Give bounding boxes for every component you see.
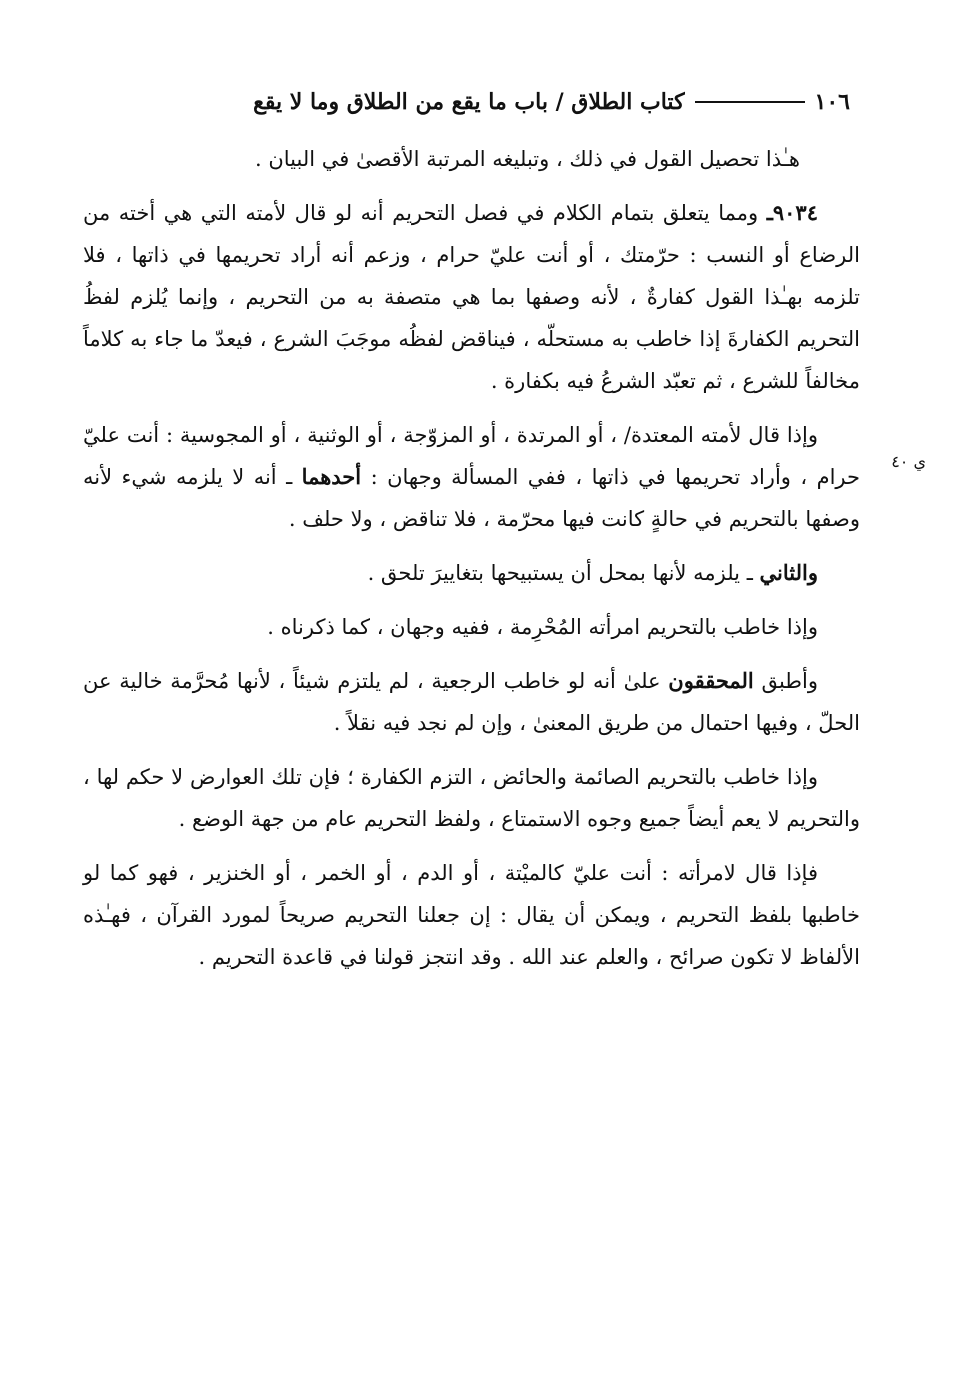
header-rule: [695, 101, 805, 103]
bold-term: المحققون: [668, 668, 754, 693]
page-number: ١٠٦: [814, 89, 850, 115]
margin-reference: ي ٤٠: [891, 452, 926, 471]
bold-term: أحدهما: [301, 464, 362, 489]
paragraph-text: ومما يتعلق بتمام الكلام في فصل التحريم أنه لو قال لأمته التي هي أخته من الرضاع أو النسب : حرّمتك ، أو أنت عليّ حرام ، وزعم أنه أراد تحريمها في ذاتها ، فلا تلزمه بهـٰذا القول كفارةٌ ، لأنه وصفها بما هي متصفة به من التحريم ، وإنما يُلزم لفظُ التحريم الكفارةَ إذا خاطب به مستحلّه ، فيناقض لفظُه موجَبَ الشرع ، فيعدّ ما جاء به كلاماً مخالفاً للشرع ، ثم تعبّد الشرعُ فيه بكفارة .: [83, 201, 860, 393]
paragraph: [83, 552, 860, 594]
paragraph: [83, 414, 860, 540]
paragraph-text: وإذا قال لأمته المعتدة/ ، أو المرتدة ، أو المزوّجة ، أو الوثنية ، أو المجوسية : أنت عليّ حرام ، وأراد تحريمها في ذاتها ، ففي المسألة وجهان :: [83, 423, 860, 489]
running-header: [80, 84, 850, 120]
paragraph: [83, 660, 860, 744]
paragraph-text: هـٰذا تحصيل القول في ذلك ، وتبليغه المرتبة الأقصىٰ في البيان .: [254, 147, 800, 171]
paragraph-text: وأطبق: [753, 669, 818, 693]
paragraph: [83, 756, 860, 840]
paragraph-text: ـ أنه لا يلزمه شيء لأنه وصفها بالتحريم في حالةٍ كانت فيها محرّمة ، فلا تناقض ، ولا حلف .: [83, 465, 860, 531]
paragraph: [83, 606, 860, 648]
paragraph-text: وإذا خاطب بالتحريم الصائمة والحائض ، التزم الكفارة ؛ فإن تلك العوارض لا حكم لها ، والتحريم لا يعم أيضاً جميع وجوه الاستمتاع ، ولفظ التحريم عام من جهة الوضع .: [83, 765, 860, 831]
header-title: كتاب الطلاق / باب ما يقع من الطلاق وما لا يقع: [253, 89, 685, 115]
issue-number: ٩٠٣٤ـ: [766, 200, 818, 225]
paragraph-text: علىٰ أنه لو خاطب الرجعية ، لم يلتزم شيئاً ، لأنها مُحرَّمة خالية عن الحلّ ، وفيها احتمال من طريق المعنىٰ ، وإن لم نجد فيه نقلاً .: [83, 669, 860, 735]
paragraph-text: وإذا خاطب بالتحريم امرأته المُحْرِمة ، ففيه وجهان ، كما ذكرناه .: [267, 615, 818, 639]
paragraph: [83, 852, 860, 978]
paragraph: [83, 192, 860, 402]
paragraph-text: ـ يلزمه لأنها بمحل أن يستبيحها بتغاييرَ تلحق .: [367, 561, 760, 585]
paragraph: [83, 138, 860, 180]
main-text: [83, 138, 860, 990]
bold-term: والثاني: [759, 560, 818, 585]
paragraph-text: فإذا قال لامرأته : أنت عليّ كالميْتة ، أو الدم ، أو الخمر ، أو الخنزير ، فهو كما لو خاطبها بلفظ التحريم ، ويمكن أن يقال : إن جعلنا التحريم صريحاً لمورد القرآن ، فهـٰذه الألفاظ لا تكون صرائح ، والعلم عند الله . وقد انتجز قولنا في قاعدة التحريم .: [83, 861, 860, 969]
